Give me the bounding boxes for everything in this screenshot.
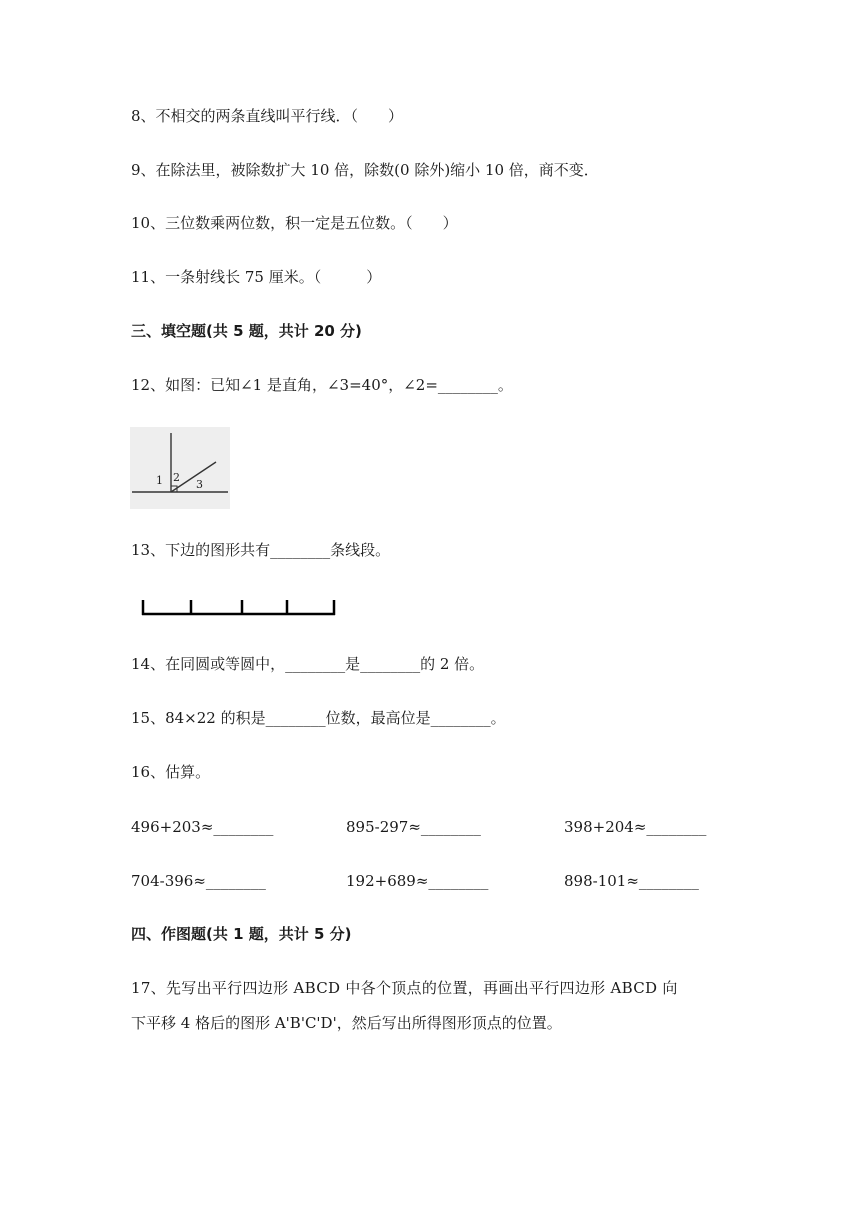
estimate-item: 496+203≈________ bbox=[131, 818, 274, 836]
question-12: 12、如图：已知∠1 是直角，∠3=40°，∠2=________。 bbox=[131, 376, 513, 394]
section-4-heading: 四、作图题(共 1 题，共计 5 分) bbox=[131, 925, 352, 943]
estimate-item: 398+204≈________ bbox=[564, 818, 707, 836]
question-15: 15、84×22 的积是________位数，最高位是________。 bbox=[131, 709, 506, 727]
angle-3-label: 3 bbox=[196, 478, 203, 491]
question-9: 9、在除法里，被除数扩大 10 倍，除数(0 除外)缩小 10 倍，商不变． bbox=[131, 161, 599, 179]
estimate-item: 895-297≈________ bbox=[346, 818, 481, 836]
section-3-heading: 三、填空题(共 5 题，共计 20 分) bbox=[131, 322, 362, 340]
estimate-item: 704-396≈________ bbox=[131, 872, 266, 890]
question-17-line-1: 17、先写出平行四边形 ABCD 中各个顶点的位置，再画出平行四边形 ABCD 向 bbox=[131, 979, 678, 997]
angle-1-label: 1 bbox=[156, 474, 163, 487]
question-17-line-2: 下平移 4 格后的图形 A'B'C'D'，然后写出所得图形顶点的位置。 bbox=[131, 1014, 562, 1032]
figure-background bbox=[130, 427, 230, 509]
question-14: 14、在同圆或等圆中，________是________的 2 倍。 bbox=[131, 655, 485, 673]
question-13: 13、下边的图形共有________条线段。 bbox=[131, 541, 391, 559]
estimate-item: 192+689≈________ bbox=[346, 872, 489, 890]
angle-2-label: 2 bbox=[173, 471, 180, 484]
segment-figure bbox=[138, 596, 340, 618]
estimate-item: 898-101≈________ bbox=[564, 872, 699, 890]
angle-figure bbox=[130, 427, 230, 509]
question-11: 11、一条射线长 75 厘米。（ ） bbox=[131, 268, 382, 286]
question-10: 10、三位数乘两位数，积一定是五位数。（ ） bbox=[131, 214, 458, 232]
question-16: 16、估算。 bbox=[131, 763, 211, 781]
question-8: 8、不相交的两条直线叫平行线．（ ） bbox=[131, 107, 404, 125]
